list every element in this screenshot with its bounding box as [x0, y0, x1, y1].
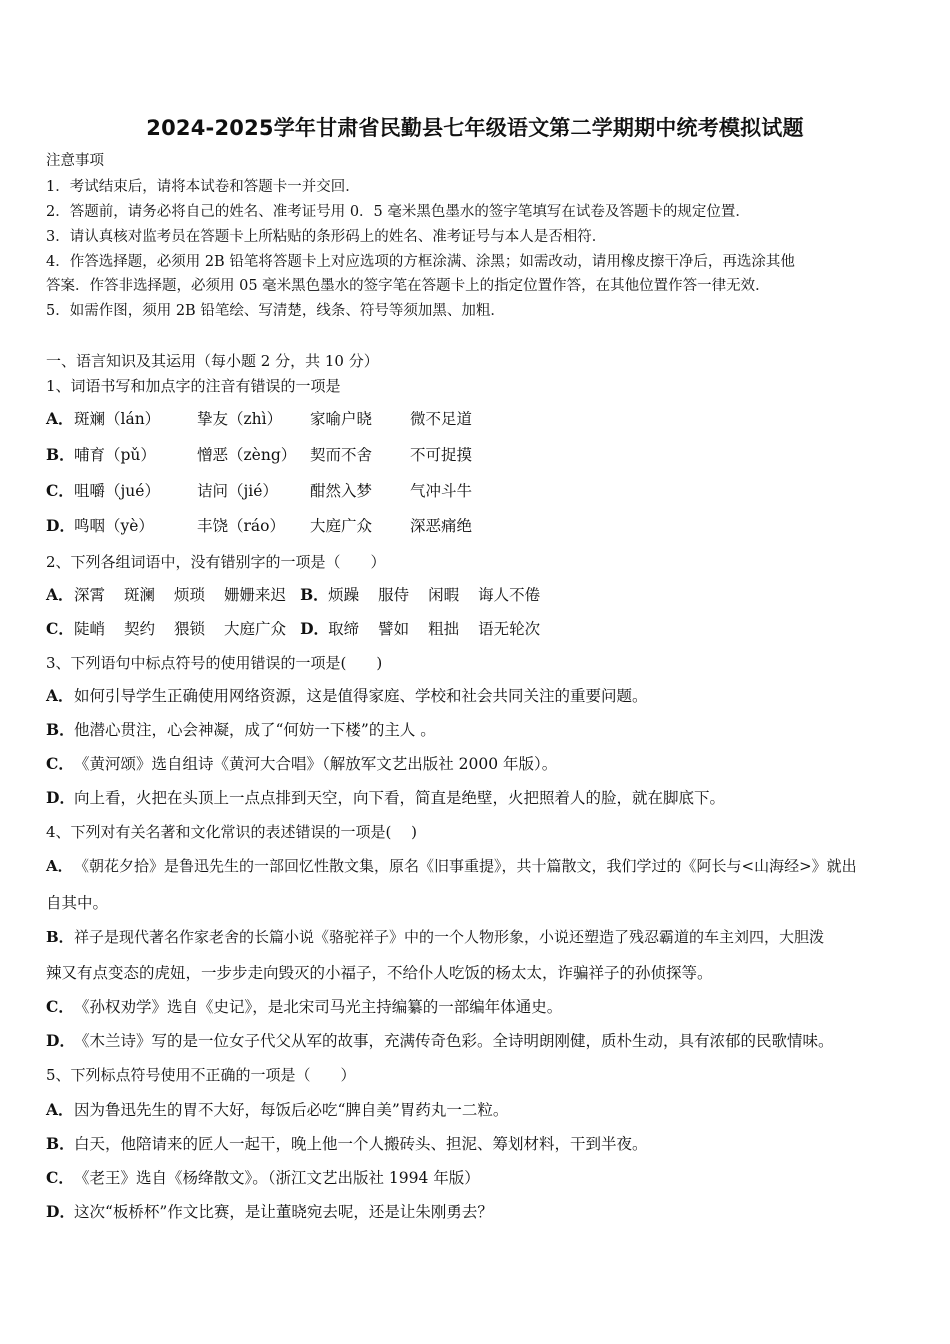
- option-label: B．: [300, 585, 329, 604]
- q3-option-a: [46, 686, 648, 706]
- q5-option-b: [46, 1134, 648, 1154]
- option-word: 憎恶（zèng）: [197, 446, 297, 464]
- option-word: 深恶痛绝: [410, 517, 473, 535]
- option-text: 《孙权劝学》选自《史记》，是北宋司马光主持编纂的一部编年体通史。: [74, 998, 563, 1016]
- option-label: A．: [46, 585, 74, 604]
- note-item: 4．作答选择题，必须用 2B 铅笔将答题卡上对应选项的方框涂满、涂黑；如需改动，请用橡皮擦干净后，再选涂其他: [46, 254, 795, 270]
- option-label: D．: [46, 1202, 75, 1221]
- option-label: C．: [46, 481, 74, 500]
- q5-option-d: [46, 1202, 493, 1222]
- option-text: 《黄河颂》选自组诗《黄河大合唱》（解放军文艺出版社 2000 年版）。: [74, 755, 558, 773]
- option-label: B．: [46, 928, 74, 946]
- option-label: D．: [300, 619, 330, 638]
- option-word: 斑斓（lán）: [74, 410, 161, 428]
- option-text: 辣又有点变态的虎妞，一步步走向毁灭的小福子，不给仆人吃饭的杨太太，诈骗祥子的孙侦探等。: [46, 964, 713, 982]
- option-label: A．: [46, 686, 74, 705]
- option-label: D．: [46, 516, 75, 535]
- question-5-stem: 5、下列标点符号使用不正确的一项是（ ）: [46, 1066, 356, 1084]
- q4-option-b-cont: [46, 963, 713, 983]
- note-item: 3．请认真核对监考员在答题卡上所粘贴的条形码上的姓名、准考证号与本人是否相符．: [46, 229, 607, 245]
- option-word: 粗拙: [428, 620, 460, 638]
- option-word: 大庭广众: [310, 517, 373, 535]
- option-text: 祥子是现代著名作家老舍的长篇小说《骆驼祥子》中的一个人物形象，小说还塑造了残忍霸道的车主刘四，大胆泼: [74, 928, 825, 946]
- option-word: 烦琐: [174, 586, 206, 604]
- option-label: B．: [46, 445, 75, 464]
- note-item: 2．答题前，请务必将自己的姓名、准考证号用 0．5 毫米黑色墨水的签字笔填写在试卷及答题卡的规定位置．: [46, 204, 750, 220]
- q2-row-ab: [46, 585, 559, 605]
- option-label: C．: [46, 754, 74, 773]
- notes-heading: 注意事项: [46, 153, 104, 169]
- option-word: 姗姗来迟: [224, 586, 287, 604]
- option-word: 譬如: [378, 620, 410, 638]
- option-text: 自其中。: [46, 894, 109, 912]
- option-word: 丰饶（ráo）: [197, 517, 285, 535]
- option-word: 微不足道: [410, 410, 473, 428]
- option-word: 服侍: [378, 586, 410, 604]
- option-label: A．: [46, 857, 73, 875]
- option-label: B．: [46, 720, 75, 739]
- option-text: 《老王》选自《杨绛散文》。（浙江文艺出版社 1994 年版）: [74, 1169, 480, 1187]
- option-word: 深霄: [74, 586, 106, 604]
- q3-option-b: [46, 720, 436, 740]
- option-word: 语无轮次: [478, 620, 541, 638]
- option-word: 挚友（zhì）: [197, 410, 283, 428]
- question-1-stem: 1、词语书写和加点字的注音有错误的一项是: [46, 377, 341, 395]
- option-word: 酣然入梦: [310, 482, 373, 500]
- option-label: D．: [46, 788, 75, 807]
- question-4-stem: 4、下列对有关名著和文化常识的表述错误的一项是( ): [46, 823, 418, 841]
- option-word: 咀嚼（jué）: [74, 482, 160, 500]
- q1-option-d: [46, 516, 472, 536]
- note-item: 5．如需作图，须用 2B 铅笔绘、写清楚，线条、符号等须加黑、加粗．: [46, 303, 505, 319]
- section-heading: 一、语言知识及其运用（每小题 2 分，共 10 分）: [46, 352, 379, 370]
- question-3-stem: 3、下列语句中标点符号的使用错误的一项是( ): [46, 654, 383, 672]
- option-word: 鸣咽（yè）: [74, 517, 154, 535]
- option-label: B．: [46, 1134, 75, 1153]
- option-word: 契约: [124, 620, 156, 638]
- option-word: 诘问（jié）: [197, 482, 278, 500]
- option-word: 诲人不倦: [478, 586, 541, 604]
- option-label: C．: [46, 619, 74, 638]
- option-text: 《木兰诗》写的是一位女子代父从军的故事，充满传奇色彩。全诗明朗刚健，质朴生动，具有浓郁的民歌情味。: [74, 1032, 834, 1050]
- option-word: 陡峭: [74, 620, 106, 638]
- option-text: 白天，他陪请来的匠人一起干，晚上他一个人搬砖头、担泥、筹划材料，干到半夜。: [74, 1135, 648, 1153]
- option-text: 《朝花夕拾》是鲁迅先生的一部回忆性散文集，原名《旧事重提》，共十篇散文，我们学过的《阿长与<山海经>》就出: [74, 857, 857, 875]
- option-word: 取缔: [328, 620, 360, 638]
- option-label: A．: [46, 1100, 74, 1119]
- q1-option-a: [46, 409, 472, 429]
- q4-option-d: [46, 1031, 834, 1051]
- option-word: 气冲斗牛: [410, 482, 473, 500]
- option-text: 如何引导学生正确使用网络资源，这是值得家庭、学校和社会共同关注的重要问题。: [74, 687, 648, 705]
- q1-option-b: [46, 445, 472, 465]
- note-item: 1．考试结束后，请将本试卷和答题卡一并交回．: [46, 179, 360, 195]
- q4-option-a-cont: [46, 893, 108, 913]
- q2-row-cd: [46, 619, 559, 639]
- q4-option-b: [46, 927, 824, 947]
- option-word: 猥锁: [174, 620, 206, 638]
- q1-option-c: [46, 481, 472, 501]
- option-word: 不可捉摸: [410, 446, 473, 464]
- option-text: 他潜心贯注，心会神凝，成了“何妨一下楼”的主人 。: [74, 721, 436, 739]
- option-word: 斑澜: [124, 586, 156, 604]
- option-word: 契而不舍: [310, 446, 373, 464]
- option-label: A．: [46, 409, 74, 428]
- option-text: 这次“板桥杯”作文比赛，是让董晓宛去呢，还是让朱刚勇去？: [74, 1203, 493, 1221]
- option-word: 大庭广众: [224, 620, 287, 638]
- page-title: 2024-2025学年甘肃省民勤县七年级语文第二学期期中统考模拟试题: [146, 116, 804, 140]
- note-item: 答案．作答非选择题，必须用 05 毫米黑色墨水的签字笔在答题卡上的指定位置作答，在其他位置作答一律无效．: [46, 278, 770, 294]
- option-text: 因为鲁迅先生的胃不大好，每饭后必吃“脾自美”胃药丸一二粒。: [74, 1101, 509, 1119]
- option-label: C．: [46, 997, 74, 1016]
- option-text: 向上看，火把在头顶上一点点排到天空，向下看，简直是绝壁，火把照着人的脸，就在脚底下。: [74, 789, 726, 807]
- option-word: 家喻户晓: [310, 410, 373, 428]
- option-word: 烦躁: [328, 586, 360, 604]
- option-label: D．: [46, 1031, 75, 1050]
- q3-option-d: [46, 788, 725, 808]
- q5-option-c: [46, 1168, 480, 1188]
- question-2-stem: 2、下列各组词语中，没有错别字的一项是（ ）: [46, 553, 386, 571]
- q4-option-c: [46, 997, 562, 1017]
- option-word: 哺育（pǔ）: [74, 446, 156, 464]
- q5-option-a: [46, 1100, 508, 1120]
- option-word: 闲暇: [428, 586, 460, 604]
- q4-option-a: [46, 856, 857, 876]
- option-label: C．: [46, 1168, 74, 1187]
- q3-option-c: [46, 754, 557, 774]
